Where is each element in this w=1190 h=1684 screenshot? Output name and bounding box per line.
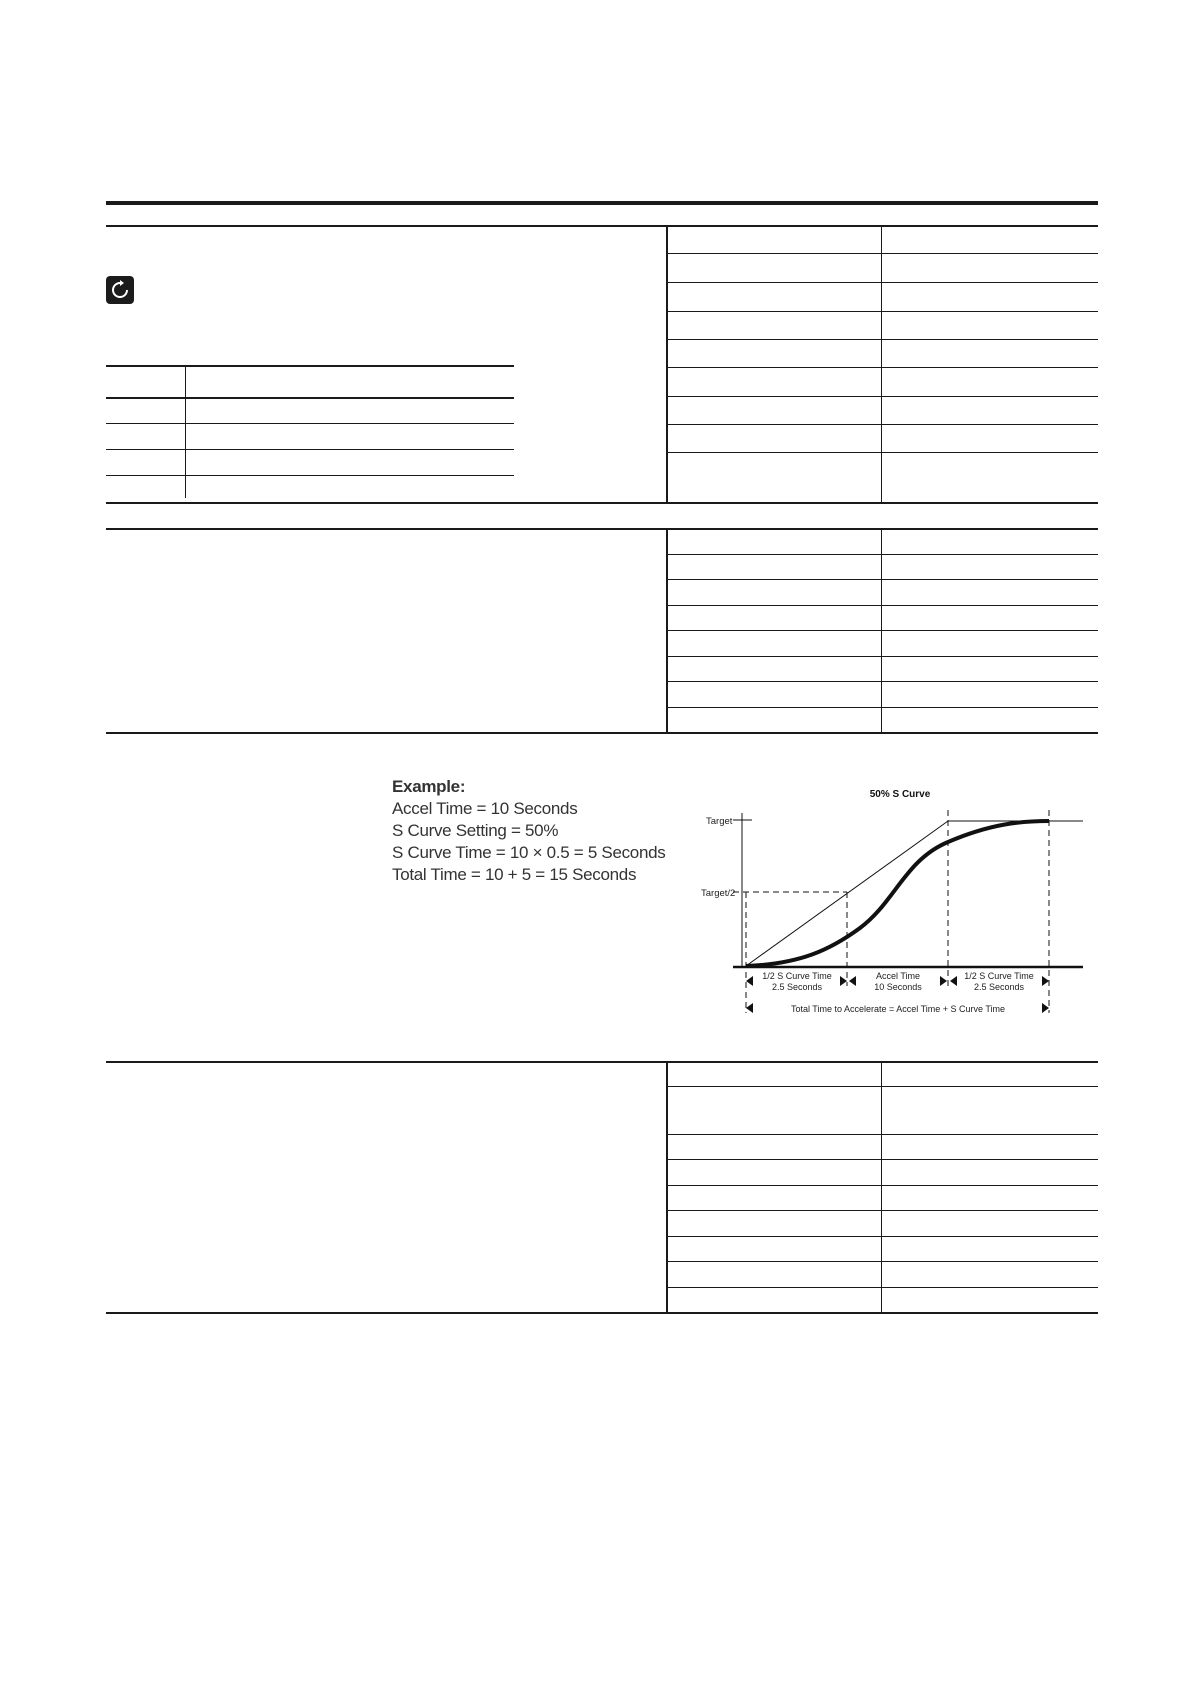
right-table-row-line	[666, 424, 1098, 425]
section1-top-rule	[106, 225, 1098, 227]
chart-title: 50% S Curve	[869, 789, 931, 800]
right-table-row-line	[666, 339, 1098, 340]
arrow-icon	[1042, 976, 1049, 986]
right-table-row-line	[666, 367, 1098, 368]
right-table-row-line	[666, 554, 1098, 555]
section2-bottom-rule	[106, 732, 1098, 734]
left-table-header-top	[106, 365, 514, 367]
arrow-icon	[940, 976, 947, 986]
segment-label: 1/2 S Curve Time	[964, 971, 1034, 981]
right-table-row-line	[666, 1287, 1098, 1288]
arrow-icon	[746, 1003, 753, 1013]
left-table-header-bottom	[106, 397, 514, 399]
example-text	[392, 776, 665, 886]
s-curve-series	[746, 821, 1049, 966]
right-table-column-divider	[881, 1061, 882, 1313]
right-table-row-line	[666, 311, 1098, 312]
total-time-label: Total Time to Accelerate = Accel Time + S Curve Time	[790, 1004, 1006, 1014]
arrow-icon	[1042, 1003, 1049, 1013]
section3-top-rule	[106, 1061, 1098, 1063]
right-table-row-line	[666, 1261, 1098, 1262]
section3-bottom-rule	[106, 1312, 1098, 1314]
example-line: Total Time = 10 + 5 = 15 Seconds	[392, 865, 637, 884]
right-table-row-line	[666, 605, 1098, 606]
right-table-row-line	[666, 656, 1098, 657]
s-curve-chart	[690, 780, 1100, 1030]
header-rule	[106, 201, 1098, 205]
example-line: S Curve Time = 10 × 0.5 = 5 Seconds	[392, 843, 666, 862]
arrow-icon	[746, 976, 753, 986]
right-table-row-line	[666, 1185, 1098, 1186]
left-table-column-divider	[185, 365, 186, 498]
right-table-row-line	[666, 1134, 1098, 1135]
rotate-icon	[106, 276, 134, 304]
left-table-row-line	[106, 449, 514, 450]
right-table-left-border	[666, 1061, 668, 1313]
right-table-row-line	[666, 681, 1098, 682]
right-table-row-line	[666, 253, 1098, 254]
right-table-row-line	[666, 579, 1098, 580]
segment-label: 2.5 Seconds	[973, 982, 1025, 992]
right-table-left-border	[666, 225, 668, 503]
right-table-row-line	[666, 452, 1098, 453]
right-table-column-divider	[881, 225, 882, 503]
section2-top-rule	[106, 502, 1098, 504]
example-title: Example:	[392, 777, 466, 796]
right-table-row-line	[666, 1210, 1098, 1211]
right-table-row-line	[666, 630, 1098, 631]
segment-label: 1/2 S Curve Time	[762, 971, 832, 981]
y-label-target-half: Target/2	[701, 888, 736, 899]
arrow-icon	[950, 976, 957, 986]
example-line: Accel Time = 10 Seconds	[392, 799, 578, 818]
right-table-row-line	[666, 707, 1098, 708]
left-table-row-line	[106, 423, 514, 424]
left-table-row-line	[106, 475, 514, 476]
example-line: S Curve Setting = 50%	[392, 821, 559, 840]
right-table-row-line	[666, 1086, 1098, 1087]
segment-label: Accel Time	[875, 971, 921, 981]
right-table-row-line	[666, 396, 1098, 397]
right-table-row-line	[666, 282, 1098, 283]
y-label-target: Target	[706, 816, 733, 827]
right-table-row-line	[666, 1236, 1098, 1237]
section2-sub-rule	[106, 528, 1098, 530]
segment-label: 2.5 Seconds	[771, 982, 823, 992]
arrow-icon	[840, 976, 847, 986]
right-table-row-line	[666, 1159, 1098, 1160]
segment-label: 10 Seconds	[874, 982, 922, 992]
arrow-icon	[849, 976, 856, 986]
